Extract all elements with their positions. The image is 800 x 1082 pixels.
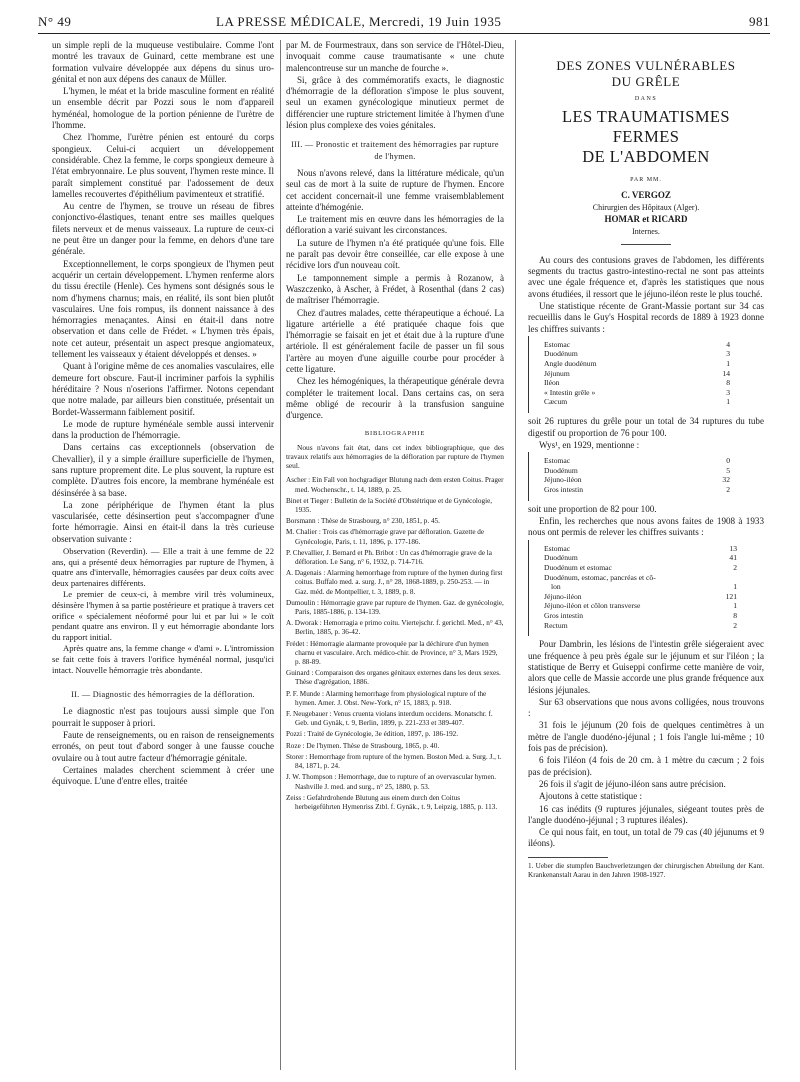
bibliography-entry: Binet et Tieger : Bulletin de la Société d'Obstétrique et de Gynécologie, 1935.	[286, 496, 493, 515]
table-row: Estomac 4	[544, 339, 730, 349]
paragraph: Pour Dambrin, les lésions de l'intestin grêle siégeraient avec une fréquence à peu près égale sur le jéjunum et sur l'iléon ; la statistique de Berry et Guiseppi confirme cette manière de voir, alors que celle de Massie accorde une plus grande fréquence aux lésions jéjunales.	[528, 639, 764, 695]
bibliography-entry: Borsmann : Thèse de Strasbourg, n° 230, 1851, p. 45.	[286, 517, 440, 526]
table-row: Gros intestin 2	[544, 484, 730, 494]
issue-number: N° 49	[38, 14, 72, 29]
author-affiliation: Chirurgien des Hôpitaux (Alger).	[592, 202, 700, 212]
author-name: HOMAR et RICARD	[604, 214, 688, 225]
author-name: C. VERGOZ	[621, 189, 671, 200]
paragraph: La zone périphérique de l'hymen étant la plus vascularisée, cette désinsertion peut s'accompagner d'une forte hémorragie. Ainsi en était-il dans la très curieuse observation suivante :	[52, 499, 274, 544]
paragraph: Le traitement mis en œuvre dans les hémorragies de la défloration a varié suivant les circonstances.	[286, 214, 504, 236]
table-row: Jéjunum 14	[544, 368, 730, 378]
paragraph: soit 26 ruptures du grêle pour un total de 34 ruptures du tube digestif ou proportion de 76 pour 100.	[528, 416, 764, 438]
bibliography-entry: Ascher : Ein Fall von hochgradiger Blutung nach dem ersten Coitus. Prager med. Wochenschr., t. 14, 1889, p. 25.	[286, 476, 504, 494]
paragraph: Après quatre ans, la femme change « d'ami ». L'intromission se fait cette fois à travers l'orifice hyménéal normal, jusqu'ici intact. Nouvelle hémorragie très abondante.	[52, 643, 274, 675]
title-separator	[621, 244, 671, 245]
table-row: lon 1	[551, 582, 737, 592]
header-rule	[38, 33, 770, 34]
footnote: 1. Ueber die stumpfen Bauchverletzungen der chirurgischen Abteilung der Kant. Krankenanstalt Aarau in den Jahren 1908-1927.	[528, 861, 764, 879]
table-row: Angle duodénum 1	[544, 359, 730, 369]
section-heading: II. — Diagnostic des hémorragies de la défloration.	[71, 690, 255, 700]
bibliography-entry: F. Neugebauer : Venus cruenta violans interdum occidens. Monatschr. f. Geb. und Gynäk, t. 9, Berlin, 1899, p. 221-233 et 389-407.	[286, 710, 493, 728]
paragraph: La suture de l'hymen n'a été pratiquée qu'une fois. Elle ne paraît pas devoir être conseillée, car elle expose à une récidive lors d'un nouveau coït.	[286, 237, 504, 271]
paragraph: Observation (Reverdin). — Elle a trait à une femme de 22 ans, qui a présenté deux hémorragies par rupture de l'hymen, à quatre ans d'intervalle, hémorragies causées par deux coïts avec deux partenaires différents.	[52, 546, 274, 588]
paragraph: Exceptionnellement, le corps spongieux de l'hymen peut acquérir un certain développement. L'hymen renferme alors du tissu érectile (Henle). Ces hymens sont désignés sous le nom d'hymens charnus; mais, en réalité, ils sont bien plutôt vasculaires. Une fois rompus, ils donnent naissance à des hémorragies menaçantes. Ainsi en était-il dans notre observation et dans celle de Frédet. « L'hymen très épais, note cet auteur, présentait un aspect presque angiomateux, tellement les vaisseaux y étaient développés et denses. »	[52, 258, 274, 360]
section-heading: III. — Pronostic et traitement des hémorragies par rupture de l'hymen.	[291, 140, 499, 161]
paragraph: un simple repli de la muqueuse vestibulaire. Comme l'ont montré les travaux de Guinard, cette membrane est une formation vulvaire développée aux dépens du sinus uro-génital et non aux dépens des canaux de Müller.	[52, 40, 274, 84]
article-title-line: DE L'ABDOMEN	[582, 147, 710, 167]
paragraph: Le premier de ceux-ci, à membre viril très volumineux, désinsère l'hymen à sa partie postérieure et pratique à travers cet orifice « spécialement néoformé pour lui et par lui » le coït pendant quatre ans environ. Il y eut hémorragie abondante lors du rapport initial.	[52, 589, 274, 642]
bibliography-entry: Pozzi : Traité de Gynécologie, 3e édition, 1897, p. 186-192.	[286, 730, 459, 739]
paragraph: Au centre de l'hymen, se trouve un réseau de fibres conjonctivo-élastiques, tenant entre ses mailles quelques filets nerveux et de menus vaisseaux. La rupture de ceux-ci ne peut être un danger pour la femme, en dehors d'une tare générale.	[52, 201, 274, 257]
statistics-table-3	[528, 540, 738, 636]
paragraph: Dans certains cas exceptionnels (observation de Chevallier), il y a simple éraillure superficielle de l'hymen, sans rupture proprement dite. Le plus souvent, la rupture est complète. D'autres fois encore, la membrane hyménéale est désinsérée à sa base.	[52, 442, 274, 498]
page-number: 981	[749, 14, 770, 29]
paragraph: Au cours des contusions graves de l'abdomen, les différents segments du tractus gastro-intestino-rectal ne sont pas atteints avec une égale fréquence et, d'après les statistiques que nous avons étudiées, il ressort que le jéjuno-iléon reste le plus touché.	[528, 254, 764, 299]
column-2	[286, 40, 504, 814]
paragraph: Enfin, les recherches que nous avons faites de 1908 à 1933 nous ont permis de relever les chiffres suivants :	[528, 516, 764, 538]
paragraph: Certaines malades cherchent sciemment à créer une équivoque. L'une d'entre elles, traitée	[52, 764, 274, 787]
bibliography-entry: A. Dagenais : Alarming hemorrhage from rupture of the hymen during first coitus. Buffalo med. a. surg. J., n° 28, 1868-1889, p. 250-253. — in Gaz. méd. de Montpellier, t. 3, 1889, p. 8.	[286, 569, 503, 596]
table-row: « Intestin grêle » 3	[544, 387, 730, 397]
table-row: Jéjuno-iléon 121	[544, 591, 737, 601]
column-1	[52, 40, 274, 789]
bibliography-entry: A. Dworak : Hemorragia e primo coitu. Viertejschr. f. gerichtl. Med., n° 43, Berlin, 1885, p. 36-42.	[286, 619, 504, 637]
paragraph: Le tamponnement simple a permis à Rozanow, à Waszczenko, à Ascher, à Frédet, à Rosenthal (dans 2 cas) de maîtriser l'hémorragie.	[286, 272, 504, 306]
table-row: Estomac 13	[544, 543, 737, 553]
paragraph: Chez d'autres malades, cette thérapeutique a échoué. La ligature artérielle a été pratiquée chaque fois que l'hémorragie se faisait en jet et était due à la rupture d'une artériole. Il est généralement facile de passer un fil sous l'artère au moyen d'une aiguille courbe pour procéder à cette ligature.	[286, 307, 504, 375]
bibliography-list	[286, 476, 504, 812]
paragraph: Wys¹, en 1929, mentionne :	[539, 439, 640, 450]
paragraph: Sur 63 observations que nous avons colligées, nous trouvons :	[528, 696, 764, 719]
column-divider	[280, 40, 281, 1070]
paragraph: Ce qui nous fait, en tout, un total de 79 cas (40 jéjunums et 9 iléons).	[528, 827, 764, 849]
table-row: Jéjuno-iléon et côlon transverse 1	[544, 601, 737, 611]
table-row: Estomac 0	[544, 456, 730, 466]
table-row: Duodénum, estomac, pancréas et cô-	[544, 572, 656, 582]
bibliography-entry: Roze : De l'hymen. Thèse de Strasbourg, 1865, p. 40.	[286, 741, 440, 750]
paragraph: Quant à l'origine même de ces anomalies vasculaires, elle demeure fort obscure. Faut-il incriminer parfois la syphilis héréditaire ? Nous n'oserions l'affirmer. Notons cependant que notre malade, par ailleurs bien constituée, présentait un Bordet-Wassermann faiblement positif.	[52, 361, 274, 417]
paragraph: 26 fois il s'agit de jéjuno-iléon sans autre précision.	[539, 778, 726, 789]
article-title-connector: DANS	[634, 96, 658, 102]
bibliography-entry: Storer : Hemorrhage from rupture of the hymen. Boston Med. a. Surg. J., t. 84, 1871, p. 24.	[286, 752, 502, 771]
paragraph: L'hymen, le méat et la bride masculine forment en réalité un ensemble décrit par Pozzi sous le nom d'appareil hyménéal, homologue de la portion pénienne de l'urètre de l'homme.	[52, 86, 274, 131]
journal-title: LA PRESSE MÉDICALE, Mercredi, 19 Juin 1935	[216, 14, 502, 29]
bibliography-entry: Guinard : Comparaison des organes génitaux externes dans les deux sexes. Thèse d'agrégation, 1886.	[286, 669, 501, 687]
bibliography-entry: M. Chalier : Trois cas d'hémorragie grave par défloration. Gazette de Gynécologie, Paris, t. 11, 1896, p. 177-186.	[286, 528, 485, 546]
paragraph: Faute de renseignements, ou en raison de renseignements erronés, on peut tout d'abord songer à une fausse couche ovulaire ou à tout autre facteur d'hémorragie génitale.	[52, 730, 274, 763]
paragraph: soit une proportion de 82 pour 100.	[528, 503, 657, 514]
column-divider	[515, 40, 516, 1070]
article-title-line: LES TRAUMATISMES FERMES	[562, 107, 730, 147]
paragraph: Chez les hémogéniques, la thérapeutique générale devra compléter le traitement local. Dans certains cas, on sera même obligé de recourir à la transfusion sanguine d'urgence.	[286, 376, 504, 421]
paragraph: Une statistique récente de Grant-Massie portant sur 34 cas recueillis dans le Guy's Hospital records de 1889 à 1923 donne les chiffres suivants :	[528, 300, 764, 334]
table-row: Rectum 2	[544, 620, 737, 630]
bibliography-entry: J. W. Thompson : Hemorrhage, due to rupture of an overvascular hymen. Nashville J. med. and surg., n° 25, 1880, p. 53.	[286, 773, 497, 791]
paragraph: Le mode de rupture hyménéale semble aussi intervenir dans la production de l'hémorragie.	[52, 418, 274, 441]
article-title-line: DES ZONES VULNÉRABLES	[556, 58, 736, 73]
table-row: Duodénum et estomac 2	[544, 562, 737, 572]
bibliography-intro: Nous n'avons fait état, dans cet index bibliographique, que des travaux relatifs aux hémorragies de la défloration par rupture de l'hymen seul.	[286, 442, 504, 471]
paragraph: Chez l'homme, l'urètre pénien est entouré du corps spongieux. Celui-ci acquiert un développement considérable. Chez la femme, le corps spongieux demeure à l'état embryonnaire. Le plus souvent, l'hymen reste mince. Il paraît simplement constitué par l'adossement de deux lamelles recouvertes d'épithélium pavimenteux et stratifié.	[52, 132, 274, 199]
paragraph: Si, grâce à des commémoratifs exacts, le diagnostic d'hémorragie de la défloration s'impose le plus souvent, seul un examen gynécologique minutieux permet de différencier une rupture strictement limitée à l'hymen d'une lésion plus complexe des voies génitales.	[286, 74, 504, 131]
paragraph: Le diagnostic n'est pas toujours aussi simple que l'on pourrait le supposer à priori.	[52, 706, 274, 728]
paragraph: Ajoutons à cette statistique :	[539, 791, 643, 802]
table-row: Duodénum 41	[544, 553, 737, 563]
table-row: Duodénum 3	[544, 349, 730, 359]
statistics-table-1	[528, 336, 731, 413]
bibliography-entry: P. Chevallier, J. Bernard et Ph. Bribot : Un cas d'hémorragie grave de la défloration. Le Sang, n° 6, 1932, p. 714-716.	[286, 548, 492, 567]
paragraph: 6 fois l'iléon (4 fois de 20 cm. à 1 mètre du cæcum ; 2 fois pas de précision).	[528, 755, 764, 777]
article-title-line: DU GRÊLE	[611, 74, 681, 89]
paragraph: par M. de Fourmestraux, dans son service de l'Hôtel-Dieu, invoquait comme cause traumatisante « une chute malencontreuse sur un manche de fourche ».	[286, 40, 504, 73]
bibliography-entry: Dumoulin : Hémorragie grave par rupture de l'hymen. Gaz. de gynécologie, Paris, 1885-1886, p. 134-139.	[286, 598, 504, 617]
table-row: Iléon 8	[544, 378, 730, 388]
statistics-table-2	[528, 452, 731, 500]
column-3	[528, 40, 764, 881]
bibliography-entry: P. F. Munde : Alarming hemorrhage from physiological rupture of the hymen. Amer. J. Obst. New-York, n° 15, 1883, p. 918.	[286, 689, 487, 707]
paragraph: 16 cas inédits (9 ruptures jéjunales, siégeant toutes près de l'angle duodéno-jéjunal ; 3 ruptures iléales).	[528, 803, 764, 825]
bibliography-entry: Zeiss : Gefahrdrohende Blutung aus einem durch den Coitus herbeigeführten Hymenriss Ztbl. f. Gynäk., t. 9, Leipzig, 1885, p. 113.	[286, 793, 498, 811]
table-row: Gros intestin 8	[544, 610, 737, 620]
author-affiliation: Internes.	[632, 227, 660, 237]
footnote-rule	[528, 857, 608, 858]
table-row: Jéjuno-iléon 32	[544, 475, 730, 485]
table-row: Duodénum 5	[544, 465, 730, 475]
table-row: Cæcum 1	[544, 397, 730, 407]
bibliography-heading: BIBLIOGRAPHIE	[364, 429, 426, 437]
bibliography-entry: Frédet : Hémorragie alarmante provoquée par la déchirure d'un hymen charnu et vasculaire. Arch. médico-chir. de Province, n° 3, Mars 1929, p. 88-89.	[286, 639, 498, 667]
byline-prefix: PAR MM.	[630, 177, 662, 184]
paragraph: 31 fois le jéjunum (20 fois de quelques centimètres à un mètre de l'angle duodéno-jéjunal ; 1 fois l'angle lui-même ; 10 fois pas de précision).	[528, 720, 764, 754]
paragraph: Nous n'avons relevé, dans la littérature médicale, qu'un seul cas de mort à la suite de rupture de l'hymen. Encore cet accident concernait-il une femme vraisemblablement atteinte d'hémogénie.	[286, 167, 504, 212]
